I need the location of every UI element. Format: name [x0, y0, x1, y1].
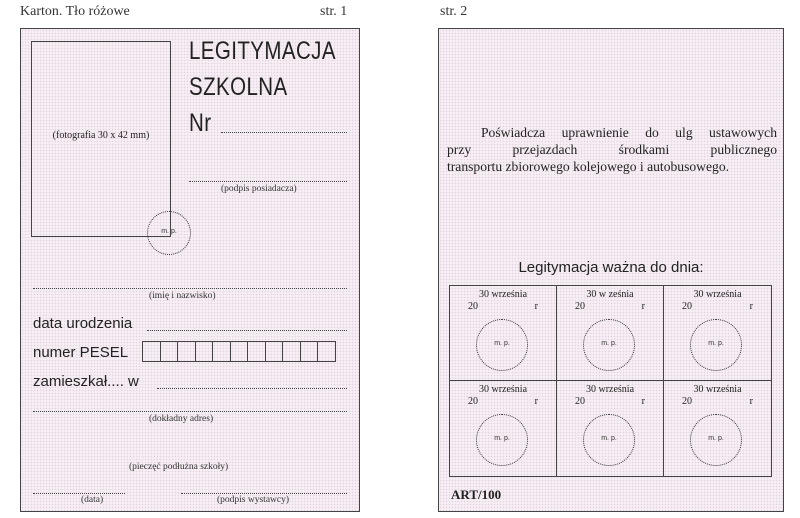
cell-stamp-circle: [690, 319, 742, 371]
cell-year: 20: [682, 301, 692, 312]
page1-header-left: Karton. Tło różowe: [20, 4, 130, 19]
cell-stamp-circle: [476, 414, 528, 466]
pesel-digit-box[interactable]: [317, 341, 336, 362]
address-field-2[interactable]: [33, 411, 347, 412]
validity-title: Legitymacja ważna do dnia:: [518, 259, 704, 276]
title-line-2: SZKOLNA: [189, 73, 288, 101]
cell-stamp-label: m. p.: [601, 340, 617, 347]
cell-stamp-label: m. p.: [601, 435, 617, 442]
stamp-circle: [147, 211, 191, 255]
issuer-signature-field[interactable]: [181, 493, 347, 494]
pesel-digit-box[interactable]: [212, 341, 231, 362]
date-caption: (data): [81, 495, 104, 505]
cell-year: 20: [575, 396, 585, 407]
address-label: zamieszkał.... w: [33, 373, 139, 390]
validity-cell: [664, 286, 771, 381]
cell-year-suffix: r: [534, 301, 538, 312]
date-field[interactable]: [33, 493, 125, 494]
pesel-digit-box[interactable]: [195, 341, 214, 362]
cell-year-suffix: r: [534, 396, 538, 407]
validity-cell: [557, 286, 664, 381]
pesel-digit-box[interactable]: [230, 341, 249, 362]
pesel-digit-box[interactable]: [160, 341, 179, 362]
nr-field[interactable]: [221, 132, 347, 133]
page2-header: str. 2: [440, 4, 468, 19]
cell-year-suffix: r: [641, 396, 645, 407]
name-caption: (imię i nazwisko): [149, 291, 216, 301]
page1-header-right: str. 1: [320, 4, 348, 19]
name-field[interactable]: [33, 288, 347, 289]
address-caption: (dokładny adres): [149, 414, 214, 424]
holder-signature-caption: (podpis posiadacza): [221, 184, 297, 194]
pesel-digit-box[interactable]: [282, 341, 301, 362]
nr-label: Nr: [189, 109, 212, 137]
validity-cell: [450, 286, 557, 381]
pesel-digit-box[interactable]: [300, 341, 319, 362]
cell-stamp-circle: [476, 319, 528, 371]
cell-date: 30 września: [478, 384, 528, 395]
validity-cell: [664, 381, 771, 476]
validity-cell: [557, 381, 664, 476]
photo-caption: (fotografia 30 x 42 mm): [52, 130, 150, 141]
birth-date-field[interactable]: [147, 330, 347, 331]
confirm-line-3: transportu zbiorowego kolejowego i autobusowego.: [447, 159, 730, 174]
address-field-1[interactable]: [157, 388, 347, 389]
holder-signature-field[interactable]: [189, 181, 347, 182]
cell-date: 30 września: [693, 289, 742, 300]
cell-year-suffix: r: [749, 301, 753, 312]
pesel-digit-box[interactable]: [177, 341, 196, 362]
pesel-digit-box[interactable]: [265, 341, 284, 362]
pesel-digit-box[interactable]: [142, 341, 161, 362]
cell-date: 30 września: [693, 384, 742, 395]
id-card-back: [438, 28, 784, 512]
footer-code: ART/100: [451, 487, 502, 502]
validity-cell: [450, 381, 557, 476]
pesel-digit-box[interactable]: [247, 341, 266, 362]
cell-date: 30 w ześnia: [586, 289, 634, 300]
pesel-boxes[interactable]: [143, 341, 336, 362]
validity-grid: [449, 285, 772, 477]
cell-stamp-label: m. p.: [708, 340, 724, 347]
cell-date: 30 września: [585, 384, 635, 395]
id-card-front: [20, 28, 360, 512]
cell-year-suffix: r: [641, 301, 645, 312]
cell-date: 30 września: [478, 289, 528, 300]
photo-box: [31, 41, 171, 237]
cell-stamp-label: m. p.: [494, 340, 510, 347]
cell-stamp-label: m. p.: [494, 435, 510, 442]
confirm-line-2: przy przejazdach środkami publicznego: [447, 142, 777, 157]
title-line-1: LEGITYMACJA: [189, 37, 336, 65]
cell-stamp-label: m. p.: [708, 435, 724, 442]
issuer-signature-caption: (podpis wystawcy): [217, 495, 290, 505]
birth-date-label: data urodzenia: [33, 315, 133, 332]
cell-stamp-circle: [583, 319, 635, 371]
cell-year: 20: [682, 396, 692, 407]
stamp-label: m. p.: [161, 228, 177, 235]
cell-year: 20: [468, 396, 478, 407]
cell-year-suffix: r: [749, 396, 753, 407]
cell-year: 20: [468, 301, 478, 312]
cell-stamp-circle: [583, 414, 635, 466]
school-stamp-caption: (pieczęć podłużna szkoły): [129, 462, 229, 472]
cell-stamp-circle: [690, 414, 742, 466]
cell-year: 20: [575, 301, 585, 312]
pesel-label: numer PESEL: [33, 344, 129, 361]
confirm-line-1: Poświadcza uprawnienie do ulg ustawowych: [481, 125, 777, 140]
